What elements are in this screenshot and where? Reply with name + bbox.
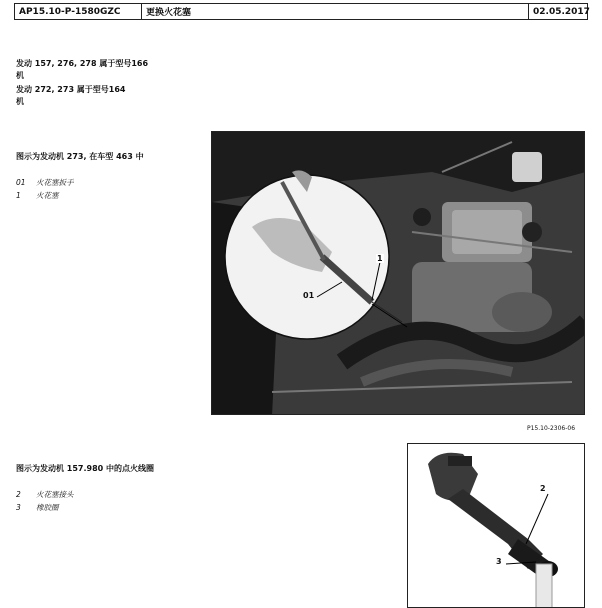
- callout-2: 2: [540, 484, 546, 493]
- legend-item: 1 火花塞: [16, 191, 59, 200]
- figure1-legend: [16, 176, 74, 202]
- doc-id: AP15.10-P-1580GZC: [15, 4, 142, 19]
- engine-model-1: 发动 157, 276, 278 属于型号166 机: [16, 59, 149, 80]
- document-header: [14, 3, 588, 20]
- callout-01: 01: [303, 291, 315, 300]
- figure2-caption: 图示为发动机 157.980 中的点火线圈: [16, 464, 155, 473]
- callout-3: 3: [496, 557, 502, 566]
- legend-item: 3 橡胶圈: [16, 503, 59, 512]
- engine-bay-photo: [211, 131, 585, 415]
- doc-title: 更换火花塞: [142, 4, 529, 19]
- legend-item: 01 火花塞扳手: [16, 178, 74, 187]
- figure1-caption: 图示为发动机 273, 在车型 463 中: [16, 152, 144, 161]
- engine-model-2: 发动 272, 273 属于型号164 机: [16, 85, 126, 106]
- callout-1: 1: [377, 254, 383, 263]
- figure1-reference: P15.10-2306-06: [527, 425, 576, 432]
- legend-item: 2 火花塞接头: [16, 490, 74, 499]
- doc-date: 02.05.2017: [533, 6, 590, 17]
- ignition-coil-photo: [407, 443, 585, 608]
- figure2-legend: [16, 488, 74, 514]
